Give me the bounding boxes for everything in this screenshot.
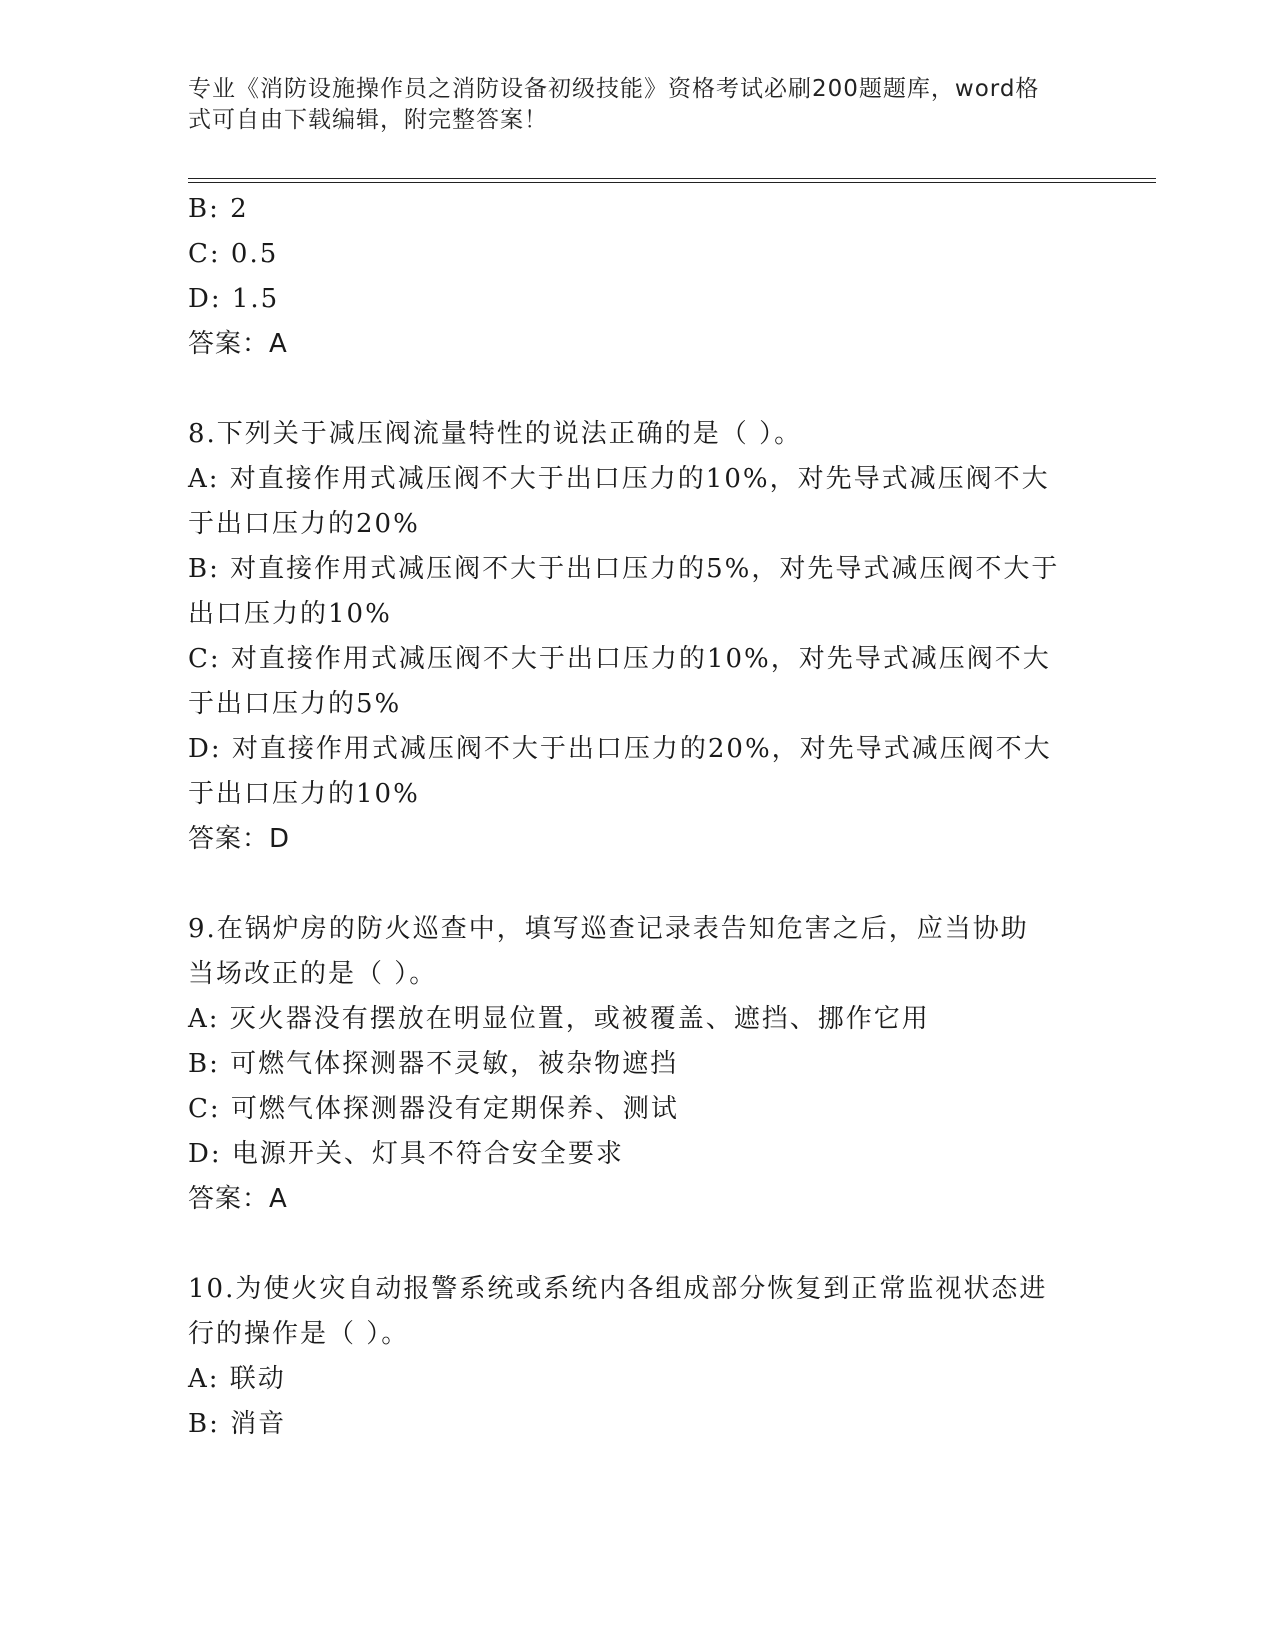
q8-option-b-line1: B: 对直接作用式减压阀不大于出口压力的5%，对先导式减压阀不大于 <box>188 554 1060 584</box>
q9-question-line1: 9.在锅炉房的防火巡查中，填写巡查记录表告知危害之后，应当协助 <box>188 914 1029 944</box>
header-line-1: 专业《消防设施操作员之消防设备初级技能》资格考试必刷200题题库，word格 <box>188 76 1040 102</box>
q8-option-a-line1: A: 对直接作用式减压阀不大于出口压力的10%，对先导式减压阀不大 <box>188 464 1050 494</box>
q7-option-c: C: 0.5 <box>188 239 279 269</box>
q7-option-d: D: 1.5 <box>188 284 280 314</box>
q8-option-c-line1: C: 对直接作用式减压阀不大于出口压力的10%，对先导式减压阀不大 <box>188 644 1051 674</box>
q10-question-line2: 行的操作是（ ）。 <box>188 1319 410 1349</box>
q8-option-c-line2: 于出口压力的5% <box>188 689 402 719</box>
q9-option-b: B: 可燃气体探测器不灵敏，被杂物遮挡 <box>188 1049 679 1079</box>
q8-option-d-line1: D: 对直接作用式减压阀不大于出口压力的20%，对先导式减压阀不大 <box>188 734 1052 764</box>
q7-option-b: B: 2 <box>188 194 249 224</box>
q9-question-line2: 当场改正的是（ ）。 <box>188 959 438 989</box>
q10-question-line1: 10.为使火灾自动报警系统或系统内各组成部分恢复到正常监视状态进 <box>188 1274 1048 1304</box>
q9-answer: 答案：A <box>188 1184 288 1214</box>
q8-option-a-line2: 于出口压力的20% <box>188 509 420 539</box>
q9-option-a: A: 灭火器没有摆放在明显位置，或被覆盖、遮挡、挪作它用 <box>188 1004 930 1034</box>
header-line-2: 式可自由下载编辑，附完整答案！ <box>188 107 548 133</box>
q8-question: 8.下列关于减压阀流量特性的说法正确的是（ ）。 <box>188 419 803 449</box>
q9-option-d: D: 电源开关、灯具不符合安全要求 <box>188 1139 624 1169</box>
header-divider-top <box>188 178 1156 179</box>
q7-answer: 答案：A <box>188 329 288 359</box>
q10-option-b: B: 消音 <box>188 1409 287 1439</box>
header-divider-bottom <box>188 182 1156 183</box>
q8-answer: 答案：D <box>188 824 291 854</box>
q8-option-d-line2: 于出口压力的10% <box>188 779 420 809</box>
document-header <box>188 74 1068 136</box>
q8-option-b-line2: 出口压力的10% <box>188 599 392 629</box>
q10-option-a: A: 联动 <box>188 1364 286 1394</box>
q9-option-c: C: 可燃气体探测器没有定期保养、测试 <box>188 1094 679 1124</box>
